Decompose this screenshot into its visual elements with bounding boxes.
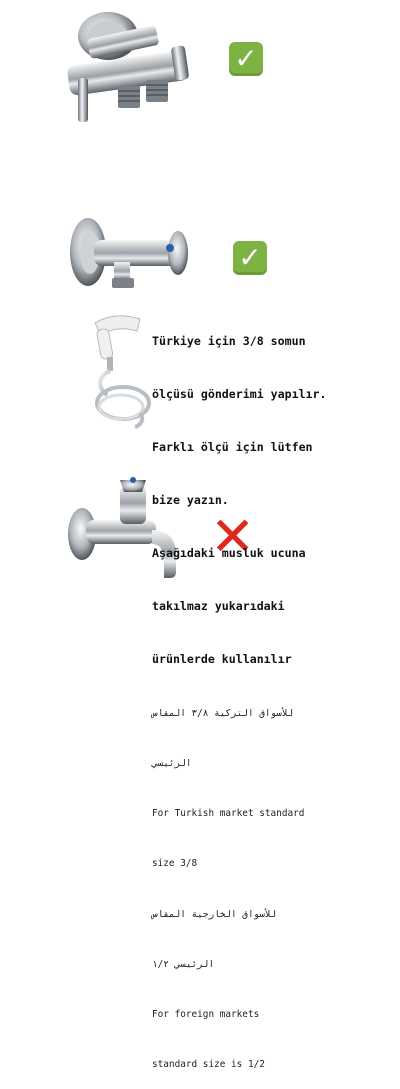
notice-english-turkey-line: size 3/8 <box>152 857 198 869</box>
check-icon: ✓ <box>229 42 263 76</box>
notice-turkish-line: Aşağıdaki musluk ucuna <box>152 546 306 560</box>
notice-arabic-turkey-line: للأسواق التركية ٣/٨ المقاس <box>152 708 294 719</box>
notice-turkish-line: Türkiye için 3/8 somun <box>152 334 306 348</box>
notice-arabic-foreign-line: الرئيسي ١/٢ <box>152 959 215 970</box>
notice-english-foreign-line: For foreign markets <box>152 1009 260 1020</box>
notice-text-block <box>152 296 392 1089</box>
notice-arabic-turkey-line: الرئيسي <box>152 758 192 769</box>
notice-english-turkey-line: For Turkish market standard <box>152 808 305 819</box>
angle-valve-image <box>58 214 198 304</box>
check-icon: ✓ <box>233 241 267 275</box>
cross-icon: ✕ <box>210 505 256 568</box>
notice-turkish-line: bize yazın. <box>152 493 229 507</box>
notice-arabic-foreign-line: للأسواق الخارجية المقاس <box>152 909 277 920</box>
notice-english-foreign-line: standard size is 1/2 <box>152 1058 265 1070</box>
notice-turkish-line: takılmaz yukarıdaki <box>152 599 285 613</box>
double-angle-valve-image <box>58 8 208 128</box>
notice-turkish-line: Farklı ölçü için lütfen <box>152 440 313 454</box>
notice-turkish-line: ölçüsü gönderimi yapılır. <box>152 387 327 401</box>
notice-turkish-line: ürünlerde kullanılır <box>152 652 292 666</box>
bidet-shower-image <box>85 305 160 430</box>
